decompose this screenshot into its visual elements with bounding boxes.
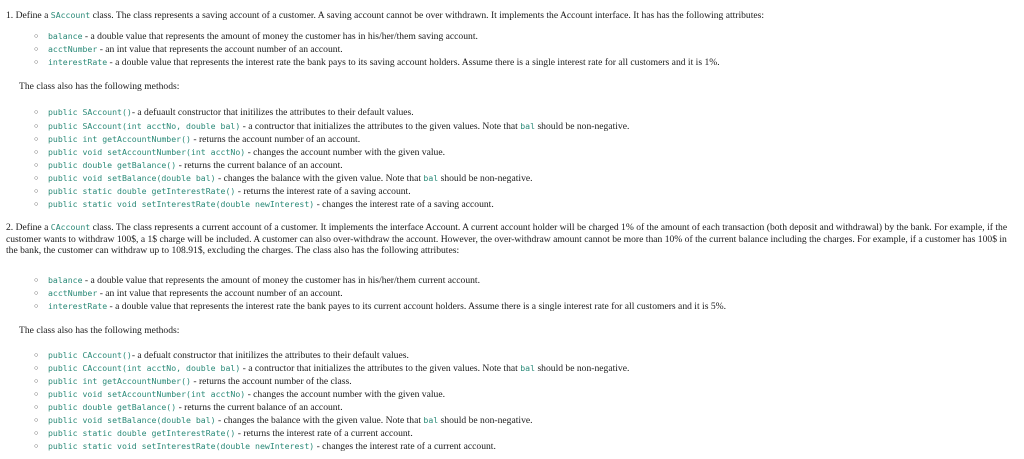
bullet-icon: ○	[34, 351, 39, 359]
text-run: - a double value that represents the amount of money the customer has in his/her/them current account.	[82, 275, 480, 286]
q2-method-constructor-default	[48, 349, 409, 362]
bullet-icon: ○	[34, 200, 39, 208]
q1-methods-heading: The class also has the following methods:	[19, 81, 180, 92]
code-term: bal	[423, 173, 439, 183]
q1-method-constructor-default	[48, 106, 414, 119]
code-term: bal	[520, 363, 536, 373]
text-run: - a contructor that initializes the attributes to the given values. Note that	[240, 363, 521, 374]
bullet-icon: ○	[34, 302, 39, 310]
text-run: 1. Define a	[6, 10, 51, 21]
text-run: - changes the interest rate of a current account.	[314, 441, 496, 452]
q1-method-set-interest-rate	[48, 198, 494, 211]
bullet-icon: ○	[34, 161, 39, 169]
q2-method-set-account-number	[48, 388, 445, 401]
code-term: public static void setInterestRate(double newInterest)	[48, 441, 315, 451]
code-term: public SAccount()	[48, 107, 132, 117]
text-run: - a double value that represents the interest rate the bank payes to its current account holders. Assume there is a single interest rate for all customers and it is 5%.	[107, 301, 727, 312]
bullet-icon: ○	[34, 45, 39, 53]
text-run: should be non-negative.	[438, 415, 533, 426]
bullet-icon: ○	[34, 364, 39, 372]
text-run: - a defualt constructor that initilizes the attributes to their default values.	[131, 350, 409, 361]
bullet-icon: ○	[34, 148, 39, 156]
text-run: - a double value that represents the amount of money the customer has in his/her/them saving account.	[82, 31, 478, 42]
q1-attribute-interestrate	[48, 56, 720, 69]
bullet-icon: ○	[34, 390, 39, 398]
q1-method-constructor-args	[48, 120, 629, 133]
text-run: should be non-negative.	[438, 173, 533, 184]
code-term: public void setBalance(double bal)	[48, 173, 216, 183]
code-term: public SAccount(int acctNo, double bal)	[48, 121, 241, 131]
bullet-icon: ○	[34, 377, 39, 385]
q2-attribute-interestrate	[48, 300, 726, 313]
code-term: public int getAccountNumber()	[48, 376, 191, 386]
q2-method-get-interest-rate	[48, 427, 413, 440]
text-run: - changes the account number with the given value.	[245, 389, 445, 400]
code-term: balance	[48, 275, 83, 285]
code-term: balance	[48, 31, 83, 41]
code-term: acctNumber	[48, 44, 98, 54]
text-run: - returns the interest rate of a current account.	[235, 428, 413, 439]
text-run: - a double value that represents the interest rate the bank pays to its saving account holders. Assume there is a single interest rate for all customers and it is 1%.	[107, 57, 720, 68]
text-run: - an int value that represents the account number of an account.	[97, 44, 343, 55]
bullet-icon: ○	[34, 187, 39, 195]
code-term: public void setAccountNumber(int acctNo)	[48, 389, 246, 399]
code-term: public CAccount()	[48, 350, 132, 360]
text-run: class. The class represents a current account of a customer. It implements the interface Account. A current account holder will be charged 1% of the amount of each transaction (both deposit and withdrawal) by the bank. For example, if the customer wants to withdraw 100$, a 1$ charge will be included. A customer can also over-withdraw the account. However, the over-withdraw amount cannot be more than 10% of the current balance including the charges. For example, if a customer has 100$ in the bank, the customer can withdraw up to 108.91$, excluding the charges. The class also has the following attributes:	[6, 222, 1008, 257]
bullet-icon: ○	[34, 442, 39, 450]
q2-attribute-acctnumber	[48, 287, 343, 300]
code-term: SAccount	[50, 10, 91, 20]
q2-method-set-interest-rate	[48, 440, 496, 453]
text-run: - returns the current balance of an account.	[176, 160, 343, 171]
code-term: CAccount	[50, 222, 91, 232]
text-run: - a contructor that initializes the attributes to the given values. Note that	[240, 121, 521, 132]
q1-method-get-account-number	[48, 133, 360, 146]
bullet-icon: ○	[34, 403, 39, 411]
code-term: interestRate	[48, 57, 108, 67]
code-term: public int getAccountNumber()	[48, 134, 191, 144]
text-run: 2. Define a	[6, 222, 51, 233]
bullet-icon: ○	[34, 108, 39, 116]
q1-method-get-balance	[48, 159, 343, 172]
text-run: - returns the account number of the class.	[190, 376, 352, 387]
q2-intro	[6, 222, 1018, 257]
bullet-icon: ○	[34, 122, 39, 130]
bullet-icon: ○	[34, 135, 39, 143]
bullet-icon: ○	[34, 289, 39, 297]
text-run: - a defuault constructor that initilizes the attributes to their default values.	[131, 107, 414, 118]
q1-method-set-account-number	[48, 146, 445, 159]
code-term: public static double getInterestRate()	[48, 186, 236, 196]
bullet-icon: ○	[34, 174, 39, 182]
q1-attribute-balance	[48, 30, 478, 43]
text-run: - returns the interest rate of a saving account.	[235, 186, 411, 197]
q1-intro	[6, 9, 764, 22]
code-term: public double getBalance()	[48, 402, 177, 412]
bullet-icon: ○	[34, 416, 39, 424]
text-run: - changes the interest rate of a saving account.	[314, 199, 494, 210]
text-run: - changes the balance with the given value. Note that	[215, 173, 424, 184]
bullet-icon: ○	[34, 276, 39, 284]
code-term: bal	[520, 121, 536, 131]
text-run: - returns the current balance of an account.	[176, 402, 343, 413]
code-term: public void setBalance(double bal)	[48, 415, 216, 425]
code-term: bal	[423, 415, 439, 425]
q2-method-get-account-number	[48, 375, 352, 388]
text-run: should be non-negative.	[535, 363, 630, 374]
text-run: should be non-negative.	[535, 121, 630, 132]
code-term: public static double getInterestRate()	[48, 428, 236, 438]
code-term: public CAccount(int acctNo, double bal)	[48, 363, 241, 373]
text-run: - an int value that represents the account number of an account.	[97, 288, 343, 299]
q1-method-get-interest-rate	[48, 185, 411, 198]
text-run: - changes the balance with the given value. Note that	[215, 415, 424, 426]
q2-method-constructor-args	[48, 362, 629, 375]
text-run: class. The class represents a saving account of a customer. A saving account cannot be over withdrawn. It implements the Account interface. It has has the following attributes:	[90, 10, 765, 21]
code-term: interestRate	[48, 301, 108, 311]
bullet-icon: ○	[34, 32, 39, 40]
q1-attribute-acctnumber	[48, 43, 343, 56]
q2-method-get-balance	[48, 401, 343, 414]
bullet-icon: ○	[34, 429, 39, 437]
q2-attribute-balance	[48, 274, 480, 287]
code-term: acctNumber	[48, 288, 98, 298]
text-run: - returns the account number of an account.	[190, 134, 361, 145]
q1-method-set-balance	[48, 172, 533, 185]
bullet-icon: ○	[34, 58, 39, 66]
q2-methods-heading: The class also has the following methods:	[19, 325, 180, 336]
q2-method-set-balance	[48, 414, 533, 427]
text-run: - changes the account number with the given value.	[245, 147, 445, 158]
code-term: public double getBalance()	[48, 160, 177, 170]
code-term: public void setAccountNumber(int acctNo)	[48, 147, 246, 157]
code-term: public static void setInterestRate(double newInterest)	[48, 199, 315, 209]
